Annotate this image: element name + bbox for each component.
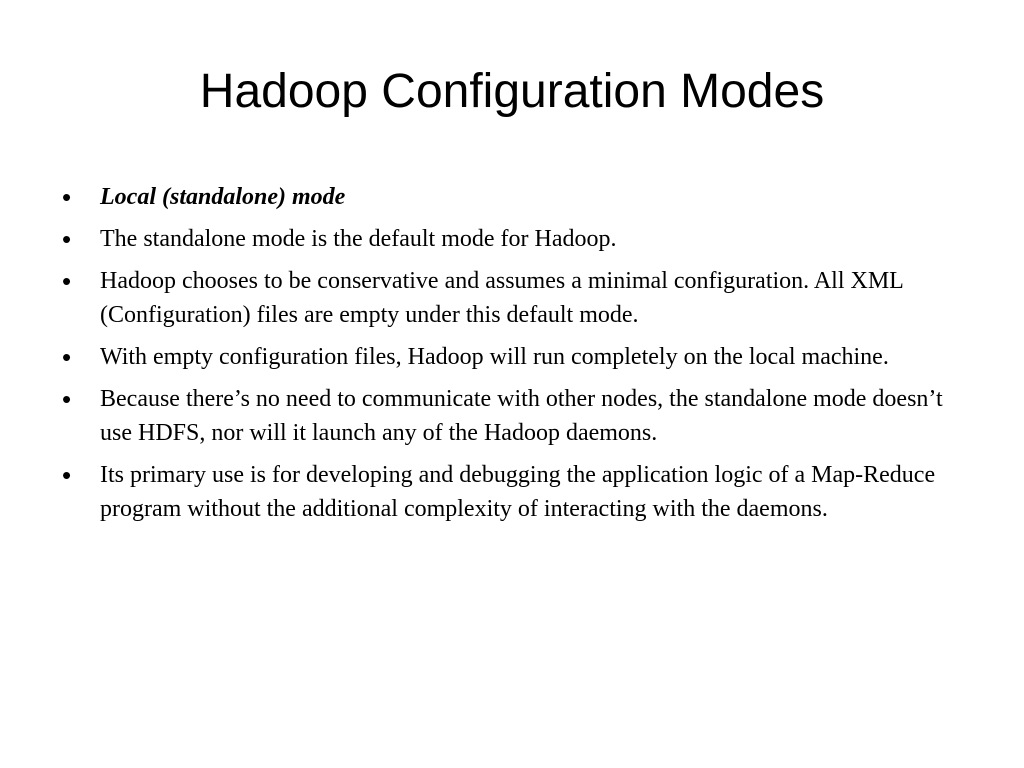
slide-title: Hadoop Configuration Modes [199,65,825,118]
bullet-icon: • [62,460,72,490]
bullet-icon: • [62,384,72,414]
bullet-text: Because there’s no need to communicate with other nodes, the standalone mode doesn’t use HDFS, nor will it launch any of the Hadoop daemons. [100,386,943,446]
bullet-icon: • [62,182,72,212]
bullet-icon: • [62,224,72,254]
bullet-item [62,382,972,450]
bullet-item [62,264,972,332]
bullet-text: Local (standalone) mode [100,184,346,210]
bullet-icon: • [62,266,72,296]
bullet-item [62,180,972,214]
bullet-item [62,222,972,256]
bullet-list [62,180,972,534]
bullet-text: Hadoop chooses to be conservative and assumes a minimal configuration. All XML (Configuration) files are empty under this default mode. [100,268,903,328]
bullet-item [62,340,972,374]
bullet-text: With empty configuration files, Hadoop will run completely on the local machine. [100,344,889,370]
bullet-text: Its primary use is for developing and debugging the application logic of a Map-Reduce program without the additional complexity of interacting with the daemons. [100,462,936,522]
bullet-icon: • [62,342,72,372]
bullet-item [62,458,972,526]
bullet-text: The standalone mode is the default mode for Hadoop. [100,226,617,252]
